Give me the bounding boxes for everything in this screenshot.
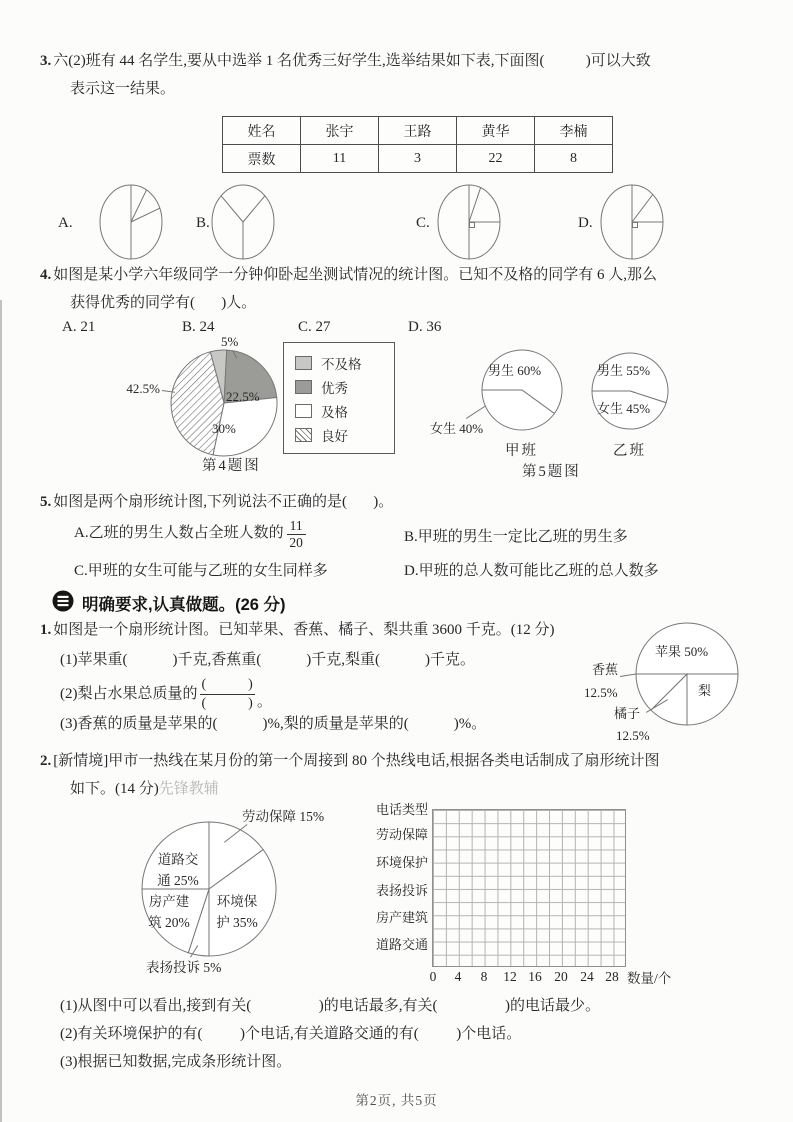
situp-pie-label-42-5pct: 42.5%	[126, 381, 160, 396]
phone-pie-road-label	[146, 849, 210, 891]
q4-text-line2: 获得优秀的同学有( )人。	[70, 295, 257, 311]
s3q1-number: 1.	[40, 622, 52, 638]
fraction-denominator-blank: ( )	[201, 696, 253, 712]
blank-fraction	[200, 676, 255, 713]
phone-pie-house-label	[140, 891, 198, 933]
q5-option-b: B.甲班的男生一定比乙班的男生多	[404, 529, 628, 545]
house-label-line2: 筑 20%	[148, 915, 190, 930]
q4-option-a: A. 21	[62, 319, 96, 335]
class-a-boys-label: 男生 60%	[488, 363, 542, 378]
bar-chart-category-label: 环境保护	[375, 855, 428, 870]
q3-option-a-pie-chart	[96, 181, 166, 263]
situp-pie-legend	[283, 342, 395, 454]
situp-pie-label-30pct: 30%	[212, 421, 236, 436]
phone-pie-praise-label: 表扬投诉 5%	[146, 960, 222, 975]
bar-chart-x-tick: 0	[429, 969, 437, 984]
s3q1-sub1: (1)苹果重( )千克,香蕉重( )千克,梨重( )千克。	[60, 652, 475, 668]
situp-pie-label-5pct: 5%	[221, 334, 239, 349]
legend-swatch-hatch	[295, 428, 312, 442]
q3-option-c-label: C.	[416, 215, 430, 231]
s3q2-line1-text: [新情境]甲市一热线在某月份的第一个周接到 80 个热线电话,根据各类电话制成了扇形统计图	[53, 753, 660, 769]
legend-label: 良好	[321, 429, 348, 444]
class-b-caption: 乙班	[613, 443, 646, 459]
publisher-watermark: 先锋教辅	[158, 781, 219, 797]
legend-swatch-lightgray	[295, 356, 312, 370]
road-label-line2: 通 25%	[157, 873, 199, 888]
table-cell: 张宇	[301, 117, 379, 145]
section-three-icon	[52, 590, 74, 612]
house-label-line1: 房产建	[148, 894, 190, 909]
class-a-caption: 甲班	[505, 443, 538, 459]
situp-pie-chart	[167, 346, 281, 460]
table-cell: 票数	[223, 145, 301, 173]
class-b-boys-label: 男生 55%	[597, 363, 651, 378]
table-cell: 李楠	[535, 117, 613, 145]
q3-option-d-label: D.	[578, 215, 593, 231]
q5-number: 5.	[40, 494, 52, 510]
s3q1-sub2-period: 。	[256, 693, 272, 710]
bar-chart-x-tick: 28	[605, 969, 619, 984]
env-label-line1: 环境保	[216, 894, 258, 909]
q3-line1-text: 六(2)班有 44 名学生,要从中选举 1 名优秀三好学生,选举结果如下表,下面图( )可以大致	[53, 53, 651, 69]
situp-pie-label-22-5pct: 22.5%	[226, 389, 260, 404]
q4-number: 4.	[40, 267, 52, 283]
q3-number: 3.	[40, 53, 52, 69]
legend-label: 优秀	[321, 381, 348, 396]
q3-option-a-label: A.	[58, 215, 73, 231]
table-cell: 姓名	[223, 117, 301, 145]
s3q2-line2-text: 如下。(14 分)	[70, 781, 159, 797]
q3-option-c-pie-chart	[434, 181, 504, 263]
table-cell: 3	[379, 145, 457, 173]
fruit-pie-pear-label: 梨	[698, 683, 712, 698]
s3q2-sub3: (3)根据已知数据,完成条形统计图。	[60, 1054, 292, 1070]
fraction-11-20	[287, 518, 306, 550]
class-a-pie-chart	[480, 348, 564, 432]
vote-result-table	[222, 116, 613, 173]
q5-line1-text: 如图是两个扇形统计图,下列说法不正确的是( )。	[53, 494, 394, 510]
table-cell: 黄华	[457, 117, 535, 145]
q4-text-line1	[40, 265, 657, 287]
bar-chart-x-axis-unit: 数量/个	[627, 971, 672, 986]
s3q1-sub3: (3)香蕉的质量是苹果的( )%,梨的质量是苹果的( )%。	[60, 716, 487, 732]
q4-figure-caption: 第4题图	[202, 458, 261, 474]
q3-text-line1	[40, 51, 651, 73]
q3-option-b-pie-chart	[208, 181, 278, 263]
q4-option-c: C. 27	[298, 319, 331, 335]
bar-chart-category-label: 劳动保障	[375, 827, 428, 842]
fruit-pie-chart	[634, 621, 740, 727]
page-footer: 第2页, 共5页	[355, 1093, 438, 1108]
s3q2-text-line2	[70, 779, 219, 801]
table-row	[223, 145, 613, 173]
phone-pie-labor-label: 劳动保障 15%	[242, 809, 325, 824]
legend-label: 及格	[321, 405, 348, 420]
q5-figure-caption: 第5题图	[522, 464, 581, 480]
bar-chart-category-label: 房产建筑	[375, 910, 428, 925]
legend-row	[295, 423, 394, 447]
table-cell: 11	[301, 145, 379, 173]
q3-option-b-label: B.	[196, 215, 210, 231]
fruit-pie-apple-label: 苹果 50%	[655, 644, 709, 659]
class-b-girls-label: 女生 45%	[597, 401, 651, 416]
scan-edge-artifact	[0, 300, 2, 1122]
section-three-title: 明确要求,认真做题。(26 分)	[82, 596, 286, 614]
bar-chart-category-label: 表扬投诉	[375, 883, 428, 898]
legend-row	[295, 375, 394, 399]
q3-option-d-pie-chart	[597, 181, 667, 263]
table-cell: 22	[457, 145, 535, 173]
bar-chart-x-tick: 12	[503, 969, 517, 984]
legend-label: 不及格	[321, 357, 362, 372]
fruit-pie-orange-label: 橘子	[614, 706, 641, 721]
q4-option-b: B. 24	[182, 319, 215, 335]
phone-pie-env-label	[208, 891, 266, 933]
bar-chart-x-tick: 24	[580, 969, 594, 984]
legend-row	[295, 399, 394, 423]
bar-chart-category-label: 道路交通	[375, 937, 428, 952]
s3q2-sub2: (2)有关环境保护的有( )个电话,有关道路交通的有( )个电话。	[60, 1026, 522, 1042]
bar-chart-x-tick: 4	[454, 969, 462, 984]
fruit-pie-banana-pct: 12.5%	[584, 685, 618, 700]
q3-text-line2: 表示这一结果。	[70, 81, 176, 97]
bar-chart-empty-grid	[432, 809, 626, 967]
s3q1-line1-text: 如图是一个扇形统计图。已知苹果、香蕉、橘子、梨共重 3600 千克。(12 分)	[53, 622, 555, 638]
bar-chart-x-tick: 8	[480, 969, 488, 984]
legend-row	[295, 351, 394, 375]
class-a-girls-label: 女生 40%	[430, 421, 484, 436]
s3q1-text-line1	[40, 620, 555, 642]
fruit-pie-orange-pct: 12.5%	[616, 728, 650, 743]
fruit-pie-banana-label: 香蕉	[592, 662, 619, 677]
s3q2-number: 2.	[40, 753, 52, 769]
q5-option-c: C.甲班的女生可能与乙班的女生同样多	[74, 563, 328, 579]
table-cell: 王路	[379, 117, 457, 145]
legend-swatch-darkgray	[295, 380, 312, 394]
s3q2-text-line1	[40, 751, 660, 773]
table-cell: 8	[535, 145, 613, 173]
q5-text-line1	[40, 492, 393, 514]
bar-chart-y-axis-title: 电话类型	[375, 802, 428, 817]
table-row	[223, 117, 613, 145]
q5-option-a	[74, 518, 309, 550]
fraction-numerator: 11	[287, 518, 306, 535]
fraction-denominator: 20	[289, 534, 303, 550]
q5-option-a-text: A.乙班的男生人数占全班人数的	[74, 525, 284, 542]
s3q1-sub2	[60, 676, 272, 713]
legend-swatch-white	[295, 404, 312, 418]
s3q2-sub1: (1)从图中可以看出,接到有关( )的电话最多,有关( )的电话最少。	[60, 998, 600, 1014]
bar-chart-x-tick: 16	[528, 969, 542, 984]
q4-option-d: D. 36	[408, 319, 442, 335]
q4-line1-text: 如图是某小学六年级同学一分钟仰卧起坐测试情况的统计图。已知不及格的同学有 6 人,那么	[53, 267, 658, 283]
env-label-line2: 护 35%	[216, 915, 258, 930]
fraction-numerator-blank: ( )	[200, 676, 255, 695]
bar-chart-x-tick: 20	[554, 969, 568, 984]
road-label-line1: 道路交	[157, 852, 199, 867]
q5-option-d: D.甲班的总人数可能比乙班的总人数多	[404, 563, 659, 579]
s3q1-sub2-text: (2)梨占水果总质量的	[60, 685, 198, 702]
